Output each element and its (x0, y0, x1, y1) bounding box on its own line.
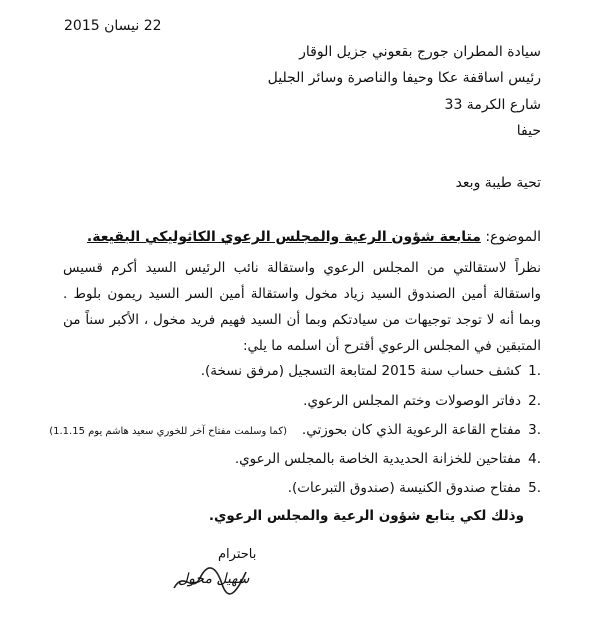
list-item: مفتاح صندوق الكنيسة (صندوق التبرعات). (287, 480, 521, 496)
subject-line (87, 230, 541, 244)
item-number: 4. (528, 451, 541, 467)
closing-line: وذلك لكي يتابع شؤون الرعية والمجلس الرعوي. (208, 508, 524, 524)
recipient-street: شارع الكرمة 33 (444, 97, 541, 113)
subject-text: متابعة شؤون الرعية والمجلس الرعوي الكاثوليكي البقيعة. (86, 229, 481, 245)
subject-label: الموضوع: (480, 229, 541, 245)
signature-regards: باحترام (218, 547, 257, 562)
recipient-city: حيفا (516, 123, 541, 139)
item-number: 3. (528, 422, 541, 438)
list-item: دفاتر الوصولات وختم المجلس الرعوي. (303, 393, 521, 409)
signature-name: سهيل مخول (178, 571, 250, 587)
letter-date: 22 نيسان 2015 (64, 18, 162, 34)
body-paragraph: نظراً لاستقالتي من المجلس الرعوي واستقالة نائب الرئيس السيد أكرم قسيس واستقالة أمين الصندوق السيد زياد مخول واستقالة أمين السر السيد ريمون بلوط . وبما أنه لا توجد توجيهات من سيادتكم وبما أن السيد فهيم فريد مخول ، الأكبر سناً من المتبقين في المجلس الرعوي أقترح أن اسلمه ما يلي: (63, 260, 541, 354)
list-item-note: (كما وسلمت مفتاح آخر للخوري سعيد هاشم يوم 1.1.15) (49, 426, 287, 437)
greeting: تحية طيبة وبعد (455, 175, 541, 191)
item-number: 5. (528, 480, 541, 496)
list-item: كشف حساب سنة 2015 لمتابعة التسجيل (مرفق نسخة). (200, 363, 521, 379)
list-item: مفتاح القاعة الرعوية الذي كان بحوزتي. (301, 422, 521, 438)
recipient-title: رئيس اساقفة عكا وحيفا والناصرة وسائر الجليل (267, 70, 541, 86)
list-item: مفتاحين للخزانة الحديدية الخاصة بالمجلس الرعوي. (234, 451, 521, 467)
item-number: 1. (528, 363, 541, 379)
recipient-name: سيادة المطران جورج بقعوني جزيل الوقار (299, 44, 541, 60)
item-number: 2. (528, 393, 541, 409)
